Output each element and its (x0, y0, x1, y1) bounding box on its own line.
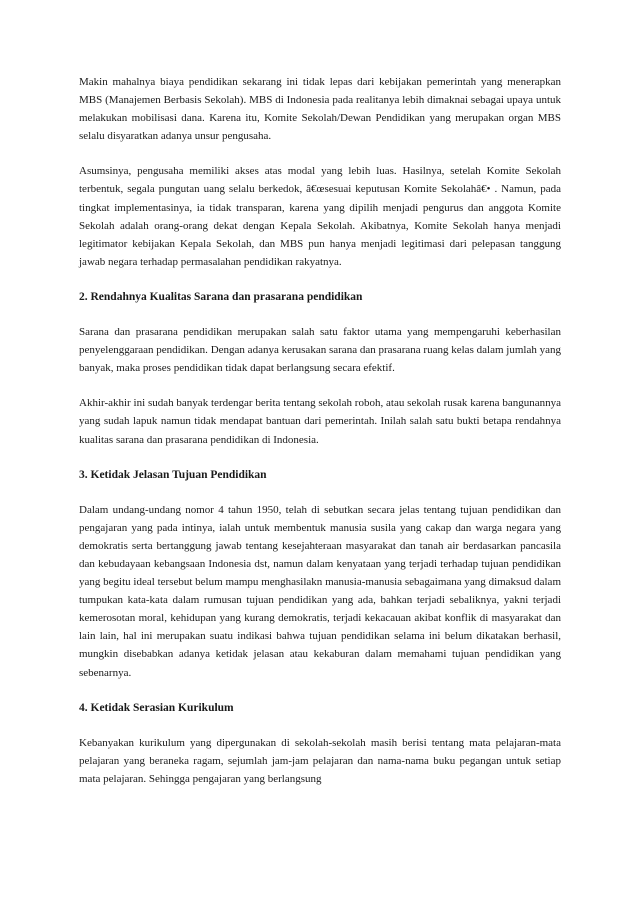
section-heading-3: 3. Ketidak Jelasan Tujuan Pendidikan (79, 468, 267, 481)
paragraph-mbs-policy: Makin mahalnya biaya pendidikan sekarang ini tidak lepas dari kebijakan pemerintah yang menerapkan MBS (Manajemen Berbasis Sekolah). MBS di Indonesia pada realitanya lebih dimaknai sebagai upaya untuk melakukan mobilisasi dana. Karena itu, Komite Sekolah/Dewan Pendidikan yang merupakan organ MBS selalu disyaratkan adanya unsur pengusaha. (79, 76, 561, 143)
document-page (79, 73, 561, 788)
paragraph-sekolah-roboh: Akhir-akhir ini sudah banyak terdengar berita tentang sekolah roboh, atau sekolah rusak karena bangunannya yang sudah lapuk namun tidak mendapat bantuan dari pemerintah. Inilah salah satu bukti betapa rendahnya kualitas sarana dan prasarana pendidikan di Indonesia. (79, 397, 561, 446)
paragraph-sarana-prasarana: Sarana dan prasarana pendidikan merupakan salah satu faktor utama yang mempengaruhi keberhasilan penyelenggaraan pendidikan. Dengan adanya kerusakan sarana dan prasarana ruang kelas dalam jumlah yang banyak, maka proses pendidikan tidak dapat berlangsung secara efektif. (79, 326, 561, 375)
paragraph-tujuan-pendidikan: Dalam undang-undang nomor 4 tahun 1950, telah di sebutkan secara jelas tentang tujuan pendidikan dan pengajaran yang pada intinya, ialah untuk membentuk manusia susila yang cakap dan warga negara yang demokratis serta bertanggung jawab tentang kesejahteraan masyarakat dan tanah air berdasarkan pancasila dan kebudayaan kebangsaan Indonesia dst, namun dalam kenyataan yang terjadi terhadap tujuan pendidikan yang begitu ideal tersebut belum mampu menghasilakn manusia-manusia sebagaimana yang dimaksud dalam tumpukan kata-kata dalam rumusan tujuan pendidikan yang ada, bahkan terjadi sebaliknya, yakni terjadi kemerosotan moral, kehidupan yang kurang demokratis, terjadi kekacauan akibat konflik di masyarakat dan lain lain, hal ini merupakan suatu indikasi bahwa tujuan pendidikan selama ini belum dikatakan berhasil, mungkin disebabkan adanya ketidak jelasan atau kekaburan dalam memahami tujuan pendidikan yang sebenarnya. (79, 503, 561, 679)
paragraph-kurikulum: Kebanyakan kurikulum yang dipergunakan di sekolah-sekolah masih berisi tentang mata pelajaran-mata pelajaran yang beraneka ragam, sejumlah jam-jam pelajaran dan nama-nama buku pegangan untuk setiap mata pelajaran. Sehingga pengajaran yang berlangsung (79, 736, 561, 785)
paragraph-komite-sekolah: Asumsinya, pengusaha memiliki akses atas modal yang lebih luas. Hasilnya, setelah Komite Sekolah terbentuk, segala pungutan uang selalu berkedok, â€œsesuai keputusan Komite Sekolahâ€• . Namun, pada tingkat implementasinya, ia tidak transparan, karena yang dipilih menjadi pengurus dan anggota Komite Sekolah adalah orang-orang dekat dengan Kepala Sekolah. Akibatnya, Komite Sekolah hanya menjadi legitimator kebijakan Kepala Sekolah, dan MBS pun hanya menjadi legitimasi dari pelepasan tanggung jawab negara terhadap permasalahan pendidikan rakyatnya. (79, 165, 561, 268)
section-heading-2: 2. Rendahnya Kualitas Sarana dan prasarana pendidikan (79, 290, 363, 303)
section-heading-4: 4. Ketidak Serasian Kurikulum (79, 701, 234, 714)
